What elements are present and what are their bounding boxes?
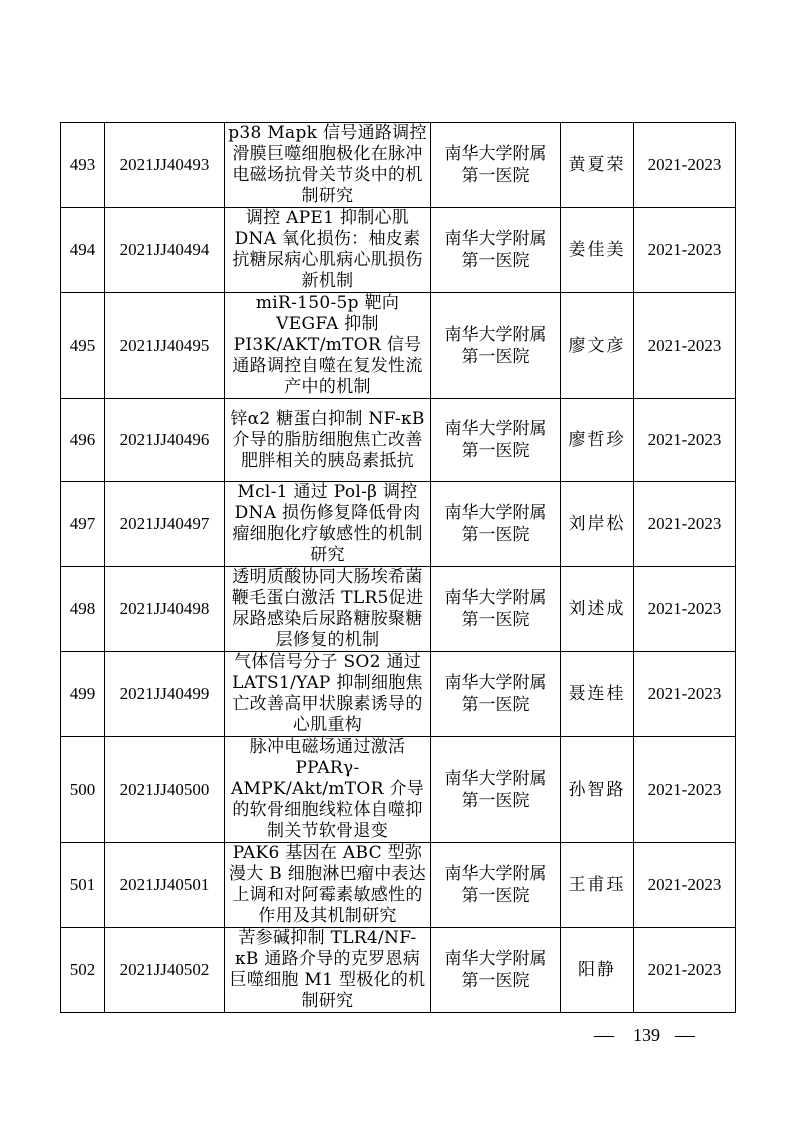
institution-line-1: 南华大学附属 bbox=[444, 144, 547, 164]
row-number: 494 bbox=[61, 208, 105, 293]
project-code: 2021JJ40493 bbox=[105, 123, 225, 208]
project-period: 2021-2023 bbox=[634, 928, 736, 1013]
institution-line-1: 南华大学附属 bbox=[444, 324, 547, 345]
institution-line-2: 第一医院 bbox=[461, 441, 530, 461]
table-row bbox=[61, 652, 736, 737]
principal-investigator: 刘岸松 bbox=[561, 482, 634, 567]
row-number: 501 bbox=[61, 843, 105, 928]
principal-investigator: 刘述成 bbox=[561, 567, 634, 652]
principal-investigator: 廖哲珍 bbox=[561, 399, 634, 482]
project-title: 锌α2 糖蛋白抑制 NF-κB 介导的脂肪细胞焦亡改善肥胖相关的胰岛素抵抗 bbox=[225, 399, 431, 482]
institution-line-2: 第一医院 bbox=[461, 525, 530, 545]
project-period: 2021-2023 bbox=[634, 737, 736, 843]
project-code: 2021JJ40500 bbox=[105, 737, 225, 843]
project-title: 气体信号分子 SO2 通过LATS1/YAP 抑制细胞焦亡改善高甲状腺素诱导的心肌重构 bbox=[225, 652, 431, 737]
institution-line-2: 第一医院 bbox=[461, 610, 530, 630]
project-period: 2021-2023 bbox=[634, 293, 736, 399]
table-row bbox=[61, 293, 736, 399]
institution bbox=[431, 123, 561, 208]
institution-line-2: 第一医院 bbox=[461, 971, 530, 991]
row-number: 500 bbox=[61, 737, 105, 843]
page-number: 139 bbox=[633, 1025, 660, 1045]
table-row bbox=[61, 482, 736, 567]
institution-line-1: 南华大学附属 bbox=[444, 864, 547, 884]
project-period: 2021-2023 bbox=[634, 123, 736, 208]
institution-line-2: 第一医院 bbox=[461, 166, 530, 186]
institution bbox=[431, 482, 561, 567]
project-title: p38 Mapk 信号通路调控滑膜巨噬细胞极化在脉冲电磁场抗骨关节炎中的机制研究 bbox=[225, 123, 431, 208]
dash-left: — bbox=[594, 1024, 614, 1046]
project-period: 2021-2023 bbox=[634, 843, 736, 928]
institution-line-1: 南华大学附属 bbox=[444, 949, 547, 969]
institution-line-1: 南华大学附属 bbox=[444, 503, 547, 523]
project-period: 2021-2023 bbox=[634, 567, 736, 652]
project-period: 2021-2023 bbox=[634, 399, 736, 482]
institution bbox=[431, 843, 561, 928]
project-code: 2021JJ40501 bbox=[105, 843, 225, 928]
project-code: 2021JJ40499 bbox=[105, 652, 225, 737]
project-period: 2021-2023 bbox=[634, 208, 736, 293]
table-row bbox=[61, 399, 736, 482]
institution-line-1: 南华大学附属 bbox=[444, 588, 547, 608]
principal-investigator: 孙智路 bbox=[561, 737, 634, 843]
principal-investigator: 聂连桂 bbox=[561, 652, 634, 737]
project-code: 2021JJ40496 bbox=[105, 399, 225, 482]
institution-line-2: 第一医院 bbox=[461, 695, 530, 715]
project-period: 2021-2023 bbox=[634, 652, 736, 737]
table-row bbox=[61, 123, 736, 208]
project-title: Mcl-1 通过 Pol-β 调控DNA 损伤修复降低骨肉瘤细胞化疗敏感性的机制研究 bbox=[225, 482, 431, 567]
project-title: 苦参碱抑制 TLR4/NF-κB 通路介导的克罗恩病巨噬细胞 M1 型极化的机制研究 bbox=[225, 928, 431, 1013]
institution bbox=[431, 293, 561, 399]
project-table bbox=[60, 122, 736, 1013]
project-code: 2021JJ40497 bbox=[105, 482, 225, 567]
principal-investigator: 廖文彦 bbox=[561, 293, 634, 399]
institution bbox=[431, 208, 561, 293]
institution-line-1: 南华大学附属 bbox=[444, 229, 547, 249]
institution bbox=[431, 399, 561, 482]
row-number: 496 bbox=[61, 399, 105, 482]
principal-investigator: 姜佳美 bbox=[561, 208, 634, 293]
institution-line-2: 第一医院 bbox=[461, 790, 530, 811]
institution-line-1: 南华大学附属 bbox=[444, 673, 547, 693]
institution bbox=[431, 652, 561, 737]
institution-line-2: 第一医院 bbox=[461, 886, 530, 906]
row-number: 493 bbox=[61, 123, 105, 208]
dash-right: — bbox=[675, 1024, 695, 1046]
institution-line-1: 南华大学附属 bbox=[444, 768, 547, 789]
project-title: 脉冲电磁场通过激活PPARγ-AMPK/Akt/mTOR 介导的软骨细胞线粒体自噬抑制关节软骨退变 bbox=[225, 737, 431, 843]
institution bbox=[431, 567, 561, 652]
project-period: 2021-2023 bbox=[634, 482, 736, 567]
table-row bbox=[61, 843, 736, 928]
project-title: 调控 APE1 抑制心肌DNA 氧化损伤：柚皮素抗糖尿病心肌病心肌损伤新机制 bbox=[225, 208, 431, 293]
institution bbox=[431, 928, 561, 1013]
table-row bbox=[61, 737, 736, 843]
project-code: 2021JJ40498 bbox=[105, 567, 225, 652]
project-title: miR-150-5p 靶向VEGFA 抑制PI3K/AKT/mTOR 信号通路调控自噬在复发性流产中的机制 bbox=[225, 293, 431, 399]
principal-investigator: 王甫珏 bbox=[561, 843, 634, 928]
table-row bbox=[61, 928, 736, 1013]
row-number: 495 bbox=[61, 293, 105, 399]
project-title: 透明质酸协同大肠埃希菌鞭毛蛋白激活 TLR5促进尿路感染后尿路糖胺聚糖层修复的机制 bbox=[225, 567, 431, 652]
institution-line-2: 第一医院 bbox=[461, 251, 530, 271]
table-row bbox=[61, 208, 736, 293]
project-code: 2021JJ40494 bbox=[105, 208, 225, 293]
project-code: 2021JJ40502 bbox=[105, 928, 225, 1013]
row-number: 497 bbox=[61, 482, 105, 567]
project-code: 2021JJ40495 bbox=[105, 293, 225, 399]
table-row bbox=[61, 567, 736, 652]
institution-line-1: 南华大学附属 bbox=[444, 419, 547, 439]
principal-investigator: 黄夏荣 bbox=[561, 123, 634, 208]
row-number: 502 bbox=[61, 928, 105, 1013]
project-title: PAK6 基因在 ABC 型弥漫大 B 细胞淋巴瘤中表达上调和对阿霉素敏感性的作用及其机制研究 bbox=[225, 843, 431, 928]
row-number: 498 bbox=[61, 567, 105, 652]
institution-line-2: 第一医院 bbox=[461, 346, 530, 367]
principal-investigator: 阳静 bbox=[561, 928, 634, 1013]
institution bbox=[431, 737, 561, 843]
row-number: 499 bbox=[61, 652, 105, 737]
